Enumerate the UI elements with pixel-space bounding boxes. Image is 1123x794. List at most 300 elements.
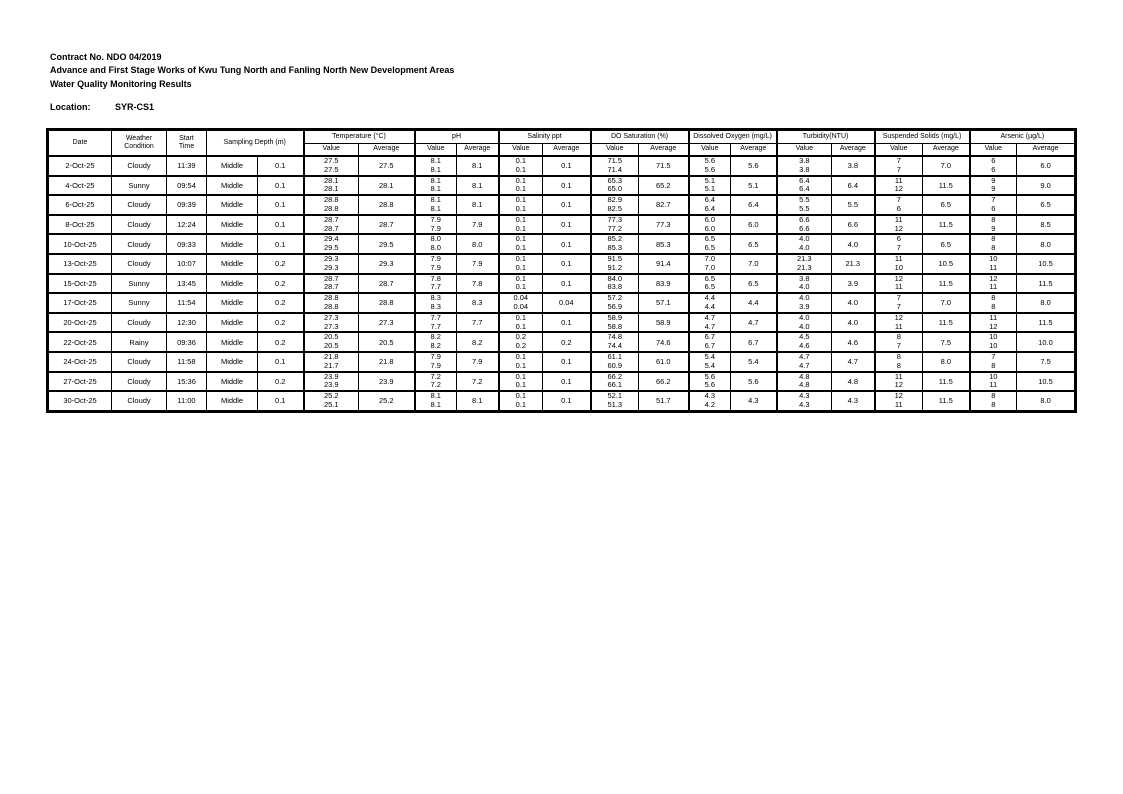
cell-sampling-depth: 0.2: [258, 254, 304, 274]
table-row: [48, 254, 1076, 274]
turb-reading-1: 4.3: [799, 391, 810, 401]
cell-turb-value: [777, 293, 832, 313]
header-weather-condition: [112, 130, 167, 157]
cell-date: 13-Oct-25: [48, 254, 112, 274]
cell-temp-average: 23.9: [359, 372, 415, 392]
cell-as-average: 10.0: [1017, 332, 1076, 352]
cell-date: 8-Oct-25: [48, 215, 112, 235]
cell-sal-value: [499, 234, 543, 254]
do-reading-1: 5.4: [704, 351, 715, 361]
cell-start-time: 09:36: [167, 332, 207, 352]
sal-reading-1: 0.1: [515, 214, 526, 224]
dosat-reading-2: 60.9: [607, 360, 623, 370]
turb-reading-2: 4.6: [799, 341, 810, 351]
ss-reading-1: 11: [894, 371, 903, 381]
cell-temp-average: 21.8: [359, 352, 415, 372]
as-reading-1: 10: [989, 371, 998, 381]
cell-start-time: 11:58: [167, 352, 207, 372]
table-row: [48, 274, 1076, 294]
sal-reading-2: 0.04: [513, 301, 529, 311]
sal-reading-1: 0.1: [515, 175, 526, 185]
turb-reading-1: 4.8: [799, 371, 810, 381]
cell-temp-value: [304, 156, 359, 176]
ph-reading-2: 7.9: [430, 223, 441, 233]
report-title: Water Quality Monitoring Results: [50, 78, 192, 89]
cell-turb-value: [777, 234, 832, 254]
cell-as-average: 6.5: [1017, 195, 1076, 215]
dosat-reading-2: 56.9: [607, 301, 623, 311]
ph-reading-2: 8.1: [430, 164, 441, 174]
cell-sampling-depth: 0.1: [258, 215, 304, 235]
header-ph-value: Value: [415, 144, 457, 157]
ph-reading-2: 8.0: [430, 243, 441, 253]
sal-reading-1: 0.1: [515, 156, 526, 165]
cell-do-average: 6.7: [731, 332, 777, 352]
table-row: [48, 234, 1076, 254]
ss-reading-1: 6: [896, 234, 901, 244]
turb-reading-2: 3.8: [799, 164, 810, 174]
cell-sal-value: [499, 372, 543, 392]
cell-ss-average: 6.5: [923, 234, 970, 254]
cell-sampling-depth: 0.2: [258, 274, 304, 294]
header-start-time: [167, 130, 207, 157]
temp-reading-2: 23.9: [323, 380, 339, 390]
cell-temp-average: 29.5: [359, 234, 415, 254]
cell-do-average: 4.3: [731, 391, 777, 411]
ss-reading-2: 7: [896, 164, 901, 174]
cell-as-value: [970, 254, 1017, 274]
as-reading-1: 11: [989, 312, 998, 322]
do-reading-1: 5.6: [704, 371, 715, 381]
cell-weather-condition: Cloudy: [112, 352, 167, 372]
cell-as-average: 11.5: [1017, 274, 1076, 294]
dosat-reading-1: 57.2: [607, 293, 623, 303]
table-row: [48, 391, 1076, 411]
ph-reading-1: 8.0: [430, 234, 441, 244]
temp-reading-1: 28.8: [323, 195, 339, 205]
as-reading-2: 9: [991, 223, 996, 233]
cell-temp-value: [304, 215, 359, 235]
cell-sampling-position: Middle: [207, 176, 258, 196]
cell-weather-condition: Cloudy: [112, 313, 167, 333]
header-temp-average: Average: [359, 144, 415, 157]
header-start-line1: Start: [179, 134, 194, 142]
ph-reading-1: 8.1: [430, 175, 441, 185]
header-turbidity-value: Value: [777, 144, 832, 157]
ss-reading-1: 12: [894, 273, 903, 283]
cell-start-time: 09:54: [167, 176, 207, 196]
ss-reading-2: 7: [896, 341, 901, 351]
ph-reading-1: 8.1: [430, 156, 441, 165]
as-reading-1: 8: [991, 214, 996, 224]
turb-reading-2: 4.3: [799, 399, 810, 409]
cell-dosat-average: 83.9: [639, 274, 689, 294]
cell-do-average: 5.6: [731, 156, 777, 176]
do-reading-2: 5.1: [704, 184, 715, 194]
cell-sampling-depth: 0.1: [258, 234, 304, 254]
cell-do-average: 6.5: [731, 234, 777, 254]
cell-as-average: 7.5: [1017, 352, 1076, 372]
header-arsenic-average: Average: [1017, 144, 1076, 157]
do-reading-1: 6.4: [704, 195, 715, 205]
cell-sal-average: 0.1: [543, 254, 591, 274]
cell-sal-value: [499, 215, 543, 235]
ss-reading-1: 7: [896, 156, 901, 165]
header-dissolved-oxygen: Dissolved Oxygen (mg/L): [689, 130, 777, 144]
do-reading-2: 6.0: [704, 223, 715, 233]
table-row: [48, 352, 1076, 372]
cell-date: 30-Oct-25: [48, 391, 112, 411]
header-turbidity: Turbidity(NTU): [777, 130, 875, 144]
ss-reading-2: 12: [894, 380, 903, 390]
turb-reading-1: 6.6: [799, 214, 810, 224]
turb-reading-2: 4.8: [799, 380, 810, 390]
cell-weather-condition: Cloudy: [112, 391, 167, 411]
cell-temp-value: [304, 352, 359, 372]
cell-do-value: [689, 391, 731, 411]
cell-sampling-depth: 0.2: [258, 332, 304, 352]
dosat-reading-2: 85.3: [607, 243, 623, 253]
sal-reading-1: 0.1: [515, 195, 526, 205]
cell-temp-value: [304, 274, 359, 294]
cell-dosat-value: [591, 391, 639, 411]
cell-dosat-value: [591, 254, 639, 274]
turb-reading-1: 4.0: [799, 312, 810, 322]
cell-weather-condition: Cloudy: [112, 254, 167, 274]
do-reading-1: 5.6: [704, 156, 715, 165]
cell-ss-average: 11.5: [923, 176, 970, 196]
cell-ph-value: [415, 352, 457, 372]
turb-reading-2: 4.0: [799, 243, 810, 253]
header-group-row: [48, 130, 1076, 144]
ph-reading-1: 7.2: [430, 371, 441, 381]
do-reading-1: 4.7: [704, 312, 715, 322]
header-dosat-value: Value: [591, 144, 639, 157]
header-ph: pH: [415, 130, 499, 144]
cell-start-time: 09:33: [167, 234, 207, 254]
ss-reading-1: 11: [894, 214, 903, 224]
cell-dosat-value: [591, 372, 639, 392]
as-reading-2: 6: [991, 203, 996, 213]
cell-start-time: 12:30: [167, 313, 207, 333]
ss-reading-2: 6: [896, 203, 901, 213]
cell-turb-value: [777, 176, 832, 196]
cell-turb-value: [777, 332, 832, 352]
cell-turb-average: 3.9: [832, 274, 875, 294]
sal-reading-2: 0.1: [515, 321, 526, 331]
dosat-reading-2: 77.2: [607, 223, 623, 233]
cell-sampling-position: Middle: [207, 313, 258, 333]
sal-reading-2: 0.1: [515, 243, 526, 253]
turb-reading-2: 5.5: [799, 203, 810, 213]
location-value: SYR-CS1: [115, 102, 155, 112]
cell-as-value: [970, 234, 1017, 254]
temp-reading-2: 28.8: [323, 301, 339, 311]
header-turbidity-average: Average: [832, 144, 875, 157]
header-weather-line2: Condition: [124, 143, 154, 150]
cell-ss-value: [875, 215, 923, 235]
temp-reading-1: 23.9: [323, 371, 339, 381]
cell-sampling-position: Middle: [207, 332, 258, 352]
turb-reading-1: 4.5: [799, 332, 810, 342]
temp-reading-2: 28.8: [323, 203, 339, 213]
cell-temp-average: 29.3: [359, 254, 415, 274]
cell-ph-value: [415, 293, 457, 313]
header-date: Date: [48, 130, 112, 157]
do-reading-1: 7.0: [704, 253, 715, 263]
cell-sal-value: [499, 391, 543, 411]
do-reading-1: 4.3: [704, 391, 715, 401]
header-ss-value: Value: [875, 144, 923, 157]
dosat-reading-1: 58.9: [607, 312, 623, 322]
temp-reading-2: 25.1: [323, 399, 339, 409]
header-salinity-value: Value: [499, 144, 543, 157]
cell-ss-average: 6.5: [923, 195, 970, 215]
cell-turb-average: 21.3: [832, 254, 875, 274]
ph-reading-2: 7.9: [430, 262, 441, 272]
cell-sampling-position: Middle: [207, 372, 258, 392]
do-reading-2: 6.5: [704, 282, 715, 292]
cell-as-value: [970, 293, 1017, 313]
cell-weather-condition: Cloudy: [112, 215, 167, 235]
table-row: [48, 372, 1076, 392]
cell-turb-value: [777, 254, 832, 274]
temp-reading-1: 25.2: [323, 391, 339, 401]
cell-temp-value: [304, 293, 359, 313]
cell-do-value: [689, 176, 731, 196]
ph-reading-2: 8.3: [430, 301, 441, 311]
sal-reading-2: 0.1: [515, 262, 526, 272]
temp-reading-1: 28.7: [323, 273, 339, 283]
cell-sampling-position: Middle: [207, 215, 258, 235]
cell-ph-value: [415, 234, 457, 254]
cell-turb-value: [777, 352, 832, 372]
cell-temp-average: 28.7: [359, 215, 415, 235]
cell-sampling-depth: 0.1: [258, 176, 304, 196]
header-arsenic-value: Value: [970, 144, 1017, 157]
cell-date: 22-Oct-25: [48, 332, 112, 352]
dosat-reading-2: 51.3: [607, 399, 623, 409]
cell-sampling-position: Middle: [207, 234, 258, 254]
temp-reading-1: 28.7: [323, 214, 339, 224]
cell-sampling-position: Middle: [207, 254, 258, 274]
cell-ss-average: 11.5: [923, 215, 970, 235]
cell-sal-average: 0.1: [543, 195, 591, 215]
cell-ss-value: [875, 156, 923, 176]
cell-sampling-depth: 0.2: [258, 293, 304, 313]
table-row: [48, 156, 1076, 176]
cell-ph-value: [415, 254, 457, 274]
do-reading-1: 6.5: [704, 273, 715, 283]
cell-as-value: [970, 156, 1017, 176]
dosat-reading-1: 77.3: [607, 214, 623, 224]
do-reading-2: 5.6: [704, 164, 715, 174]
cell-temp-average: 27.3: [359, 313, 415, 333]
header-ss-average: Average: [923, 144, 970, 157]
ph-reading-2: 8.1: [430, 203, 441, 213]
dosat-reading-1: 52.1: [607, 391, 623, 401]
table-row: [48, 215, 1076, 235]
cell-temp-value: [304, 234, 359, 254]
cell-dosat-average: 61.0: [639, 352, 689, 372]
cell-ph-average: 7.9: [457, 215, 499, 235]
cell-date: 24-Oct-25: [48, 352, 112, 372]
ph-reading-1: 8.1: [430, 391, 441, 401]
as-reading-2: 8: [991, 301, 996, 311]
ph-reading-2: 8.2: [430, 341, 441, 351]
ph-reading-1: 7.7: [430, 312, 441, 322]
cell-turb-average: 4.7: [832, 352, 875, 372]
cell-date: 17-Oct-25: [48, 293, 112, 313]
cell-as-value: [970, 332, 1017, 352]
turb-reading-2: 4.0: [799, 282, 810, 292]
cell-ss-value: [875, 274, 923, 294]
temp-reading-2: 27.5: [323, 164, 339, 174]
as-reading-1: 6: [991, 156, 996, 165]
cell-ph-average: 7.9: [457, 352, 499, 372]
do-reading-2: 4.7: [704, 321, 715, 331]
cell-do-average: 5.6: [731, 372, 777, 392]
cell-dosat-value: [591, 215, 639, 235]
ph-reading-1: 8.1: [430, 195, 441, 205]
cell-date: 6-Oct-25: [48, 195, 112, 215]
dosat-reading-2: 91.2: [607, 262, 623, 272]
cell-dosat-value: [591, 274, 639, 294]
cell-do-average: 7.0: [731, 254, 777, 274]
cell-temp-value: [304, 332, 359, 352]
as-reading-1: 8: [991, 391, 996, 401]
do-reading-2: 6.5: [704, 243, 715, 253]
cell-ss-value: [875, 195, 923, 215]
dosat-reading-2: 65.0: [607, 184, 623, 194]
ss-reading-1: 12: [894, 312, 903, 322]
sal-reading-1: 0.1: [515, 371, 526, 381]
cell-ss-average: 7.0: [923, 156, 970, 176]
cell-do-value: [689, 332, 731, 352]
cell-sal-value: [499, 274, 543, 294]
ss-reading-2: 11: [894, 321, 903, 331]
table-row: [48, 332, 1076, 352]
as-reading-2: 8: [991, 360, 996, 370]
sal-reading-2: 0.1: [515, 399, 526, 409]
turb-reading-2: 6.6: [799, 223, 810, 233]
cell-ph-average: 8.2: [457, 332, 499, 352]
cell-sal-value: [499, 352, 543, 372]
cell-weather-condition: Rainy: [112, 332, 167, 352]
as-reading-1: 10: [989, 253, 998, 263]
cell-sal-value: [499, 176, 543, 196]
cell-dosat-value: [591, 195, 639, 215]
sal-reading-1: 0.1: [515, 273, 526, 283]
as-reading-2: 8: [991, 399, 996, 409]
cell-temp-average: 27.5: [359, 156, 415, 176]
cell-sal-average: 0.1: [543, 372, 591, 392]
cell-sampling-position: Middle: [207, 156, 258, 176]
turb-reading-2: 6.4: [799, 184, 810, 194]
ss-reading-1: 8: [896, 332, 901, 342]
cell-sal-average: 0.1: [543, 215, 591, 235]
header-ph-average: Average: [457, 144, 499, 157]
sal-reading-2: 0.1: [515, 282, 526, 292]
as-reading-2: 6: [991, 164, 996, 174]
temp-reading-2: 29.5: [323, 243, 339, 253]
turb-reading-1: 6.4: [799, 175, 810, 185]
cell-dosat-average: 58.9: [639, 313, 689, 333]
cell-temp-average: 20.5: [359, 332, 415, 352]
cell-date: 4-Oct-25: [48, 176, 112, 196]
cell-start-time: 13:45: [167, 274, 207, 294]
cell-as-average: 10.5: [1017, 254, 1076, 274]
cell-ph-average: 8.1: [457, 176, 499, 196]
cell-ph-value: [415, 372, 457, 392]
temp-reading-2: 28.1: [323, 184, 339, 194]
as-reading-1: 7: [991, 351, 996, 361]
cell-sal-value: [499, 332, 543, 352]
cell-date: 20-Oct-25: [48, 313, 112, 333]
cell-ss-average: 11.5: [923, 274, 970, 294]
cell-turb-average: 5.5: [832, 195, 875, 215]
ss-reading-1: 11: [894, 253, 903, 263]
cell-ss-average: 11.5: [923, 391, 970, 411]
ph-reading-2: 8.1: [430, 399, 441, 409]
cell-ph-average: 8.1: [457, 195, 499, 215]
cell-temp-average: 28.8: [359, 195, 415, 215]
cell-ss-average: 7.0: [923, 293, 970, 313]
do-reading-2: 6.7: [704, 341, 715, 351]
cell-start-time: 09:39: [167, 195, 207, 215]
sal-reading-2: 0.1: [515, 380, 526, 390]
cell-ss-average: 7.5: [923, 332, 970, 352]
ph-reading-2: 7.7: [430, 282, 441, 292]
cell-turb-average: 4.8: [832, 372, 875, 392]
cell-do-value: [689, 254, 731, 274]
cell-sampling-position: Middle: [207, 195, 258, 215]
ph-reading-1: 8.2: [430, 332, 441, 342]
cell-temp-value: [304, 391, 359, 411]
header-temperature: Temperature (°C): [304, 130, 415, 144]
cell-dosat-average: 85.3: [639, 234, 689, 254]
as-reading-2: 10: [989, 341, 998, 351]
cell-ph-average: 7.9: [457, 254, 499, 274]
cell-as-average: 6.0: [1017, 156, 1076, 176]
cell-turb-average: 4.0: [832, 313, 875, 333]
cell-ss-value: [875, 254, 923, 274]
do-reading-1: 6.7: [704, 332, 715, 342]
temp-reading-1: 27.3: [323, 312, 339, 322]
turb-reading-1: 21.3: [796, 253, 812, 263]
location-label: Location:: [50, 102, 91, 112]
cell-do-value: [689, 352, 731, 372]
cell-weather-condition: Sunny: [112, 293, 167, 313]
cell-as-value: [970, 313, 1017, 333]
table-header: [48, 130, 1076, 157]
do-reading-1: 6.0: [704, 214, 715, 224]
cell-do-average: 4.7: [731, 313, 777, 333]
cell-start-time: 10:07: [167, 254, 207, 274]
cell-sampling-position: Middle: [207, 391, 258, 411]
header-weather-line1: Weather: [125, 134, 153, 142]
dosat-reading-2: 66.1: [607, 380, 623, 390]
cell-temp-value: [304, 176, 359, 196]
cell-turb-value: [777, 156, 832, 176]
temp-reading-1: 27.5: [323, 156, 339, 165]
cell-sal-average: 0.1: [543, 274, 591, 294]
cell-weather-condition: Cloudy: [112, 372, 167, 392]
ss-reading-1: 8: [896, 351, 901, 361]
cell-dosat-value: [591, 176, 639, 196]
cell-sal-average: 0.1: [543, 176, 591, 196]
cell-do-value: [689, 313, 731, 333]
